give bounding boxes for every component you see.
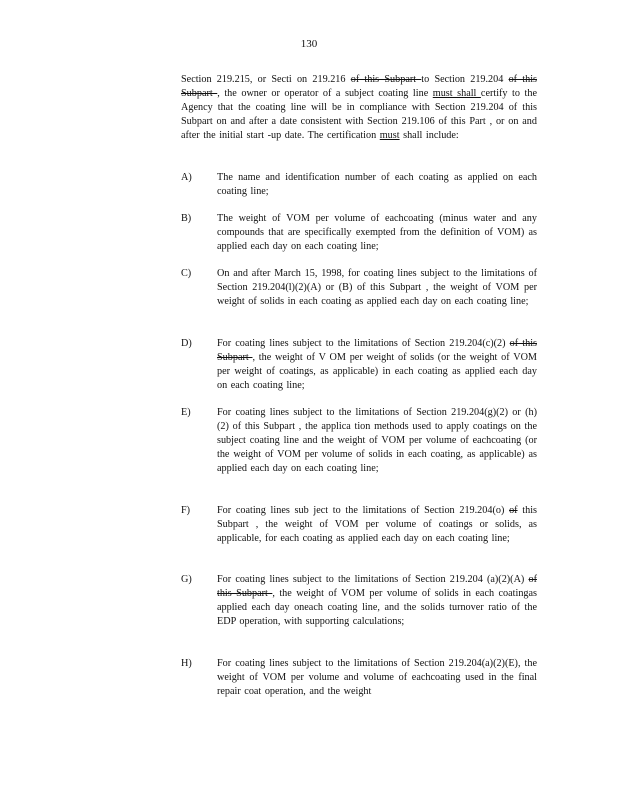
text-run: For coating lines subject to the limitations of Section 219.204(a)(2)(E), the weight of VOM per volume and volume of eachcoating used in the final repair coat operation, and the weight (217, 658, 537, 697)
text-run: For coating lines subject to the limitations of Section 219.204(c)(2) (217, 338, 510, 349)
deleted-text: of this Subpart (217, 338, 537, 363)
text-run: The name and identification number of each coating as applied on each coating line; (217, 172, 537, 197)
item-text (217, 267, 537, 309)
text-run: , the weight of V OM per weight of solids (or the weight of VOM per weight of coatings, as applicable) in each coating as applied each day on each coating line; (217, 352, 537, 391)
text-run: For coating lines subject to the limitations of Section 219.204 (a)(2)(A) (217, 574, 529, 585)
item-text (217, 337, 537, 393)
deleted-text: of this Subpart (217, 574, 537, 599)
text-run: For coating lines sub ject to the limitations of Section 219.204(o) (217, 505, 510, 516)
deleted-text: of this Subpart (350, 74, 422, 85)
item-text (217, 573, 537, 629)
deleted-text: of this Subpart (181, 74, 537, 99)
text-run: The weight of VOM per volume of eachcoating (minus water and any compounds that are specifically exempted from the definition of VOM) as applied each day on each coating line; (217, 213, 537, 252)
text-run: certify to the Agency that the coating line will be in compliance with Section 219.204 of this Subpart on and after a date consistent with Section 219.106 of this Part , or on and after the initial start -up date. The certification (181, 88, 537, 141)
item-text (217, 171, 537, 199)
text-run: , the weight of VOM per volume of solids in each coatingas applied each day oneach coating line, and the solids turnover ratio of the EDP operation, with supporting calculations; (217, 588, 537, 627)
item-text (217, 657, 537, 699)
text-run: For coating lines subject to the limitations of Section 219.204(g)(2) or (h)(2) of this Subpart , the applica tion methods used to apply coatings on the subject coating line and the weight of VOM per volume of eachcoating (or the weight of VOM per volume of solids in each coating, as applicable) as applied each day on each coating line; (217, 407, 537, 474)
item-letter: G) (181, 574, 192, 585)
item-text (217, 406, 537, 476)
item-text (217, 504, 537, 546)
item-letter: D) (181, 338, 192, 349)
item-letter: H) (181, 658, 192, 669)
item-letter: C) (181, 268, 192, 279)
text-run: On and after March 15, 1998, for coating lines subject to the limitations of Section 219.204(l)(2)(A) or (B) of this Subpart , the weight of VOM per weight of solids in each coating as applied each day on each coating line; (217, 268, 537, 307)
item-letter: A) (181, 172, 192, 183)
text-run: , the owner or operator of a subject coating line (217, 88, 433, 99)
item-letter: E) (181, 407, 191, 418)
intro-paragraph (181, 73, 537, 143)
item-letter: B) (181, 213, 192, 224)
text-run: this Subpart , the weight of VOM per volume of coatings or solids, as applicable, for each coating as applied each day on each coating line; (217, 505, 537, 544)
item-letter: F) (181, 505, 191, 516)
inserted-text: must (379, 130, 400, 141)
item-text (217, 212, 537, 254)
page-number: 130 (300, 38, 318, 50)
deleted-text: of (509, 505, 518, 516)
text-run: shall include: (399, 130, 459, 141)
inserted-text: must shall (432, 88, 481, 99)
text-run: Section 219.215, or Secti on 219.216 (181, 74, 351, 85)
text-run: to Section 219.204 (421, 74, 509, 85)
